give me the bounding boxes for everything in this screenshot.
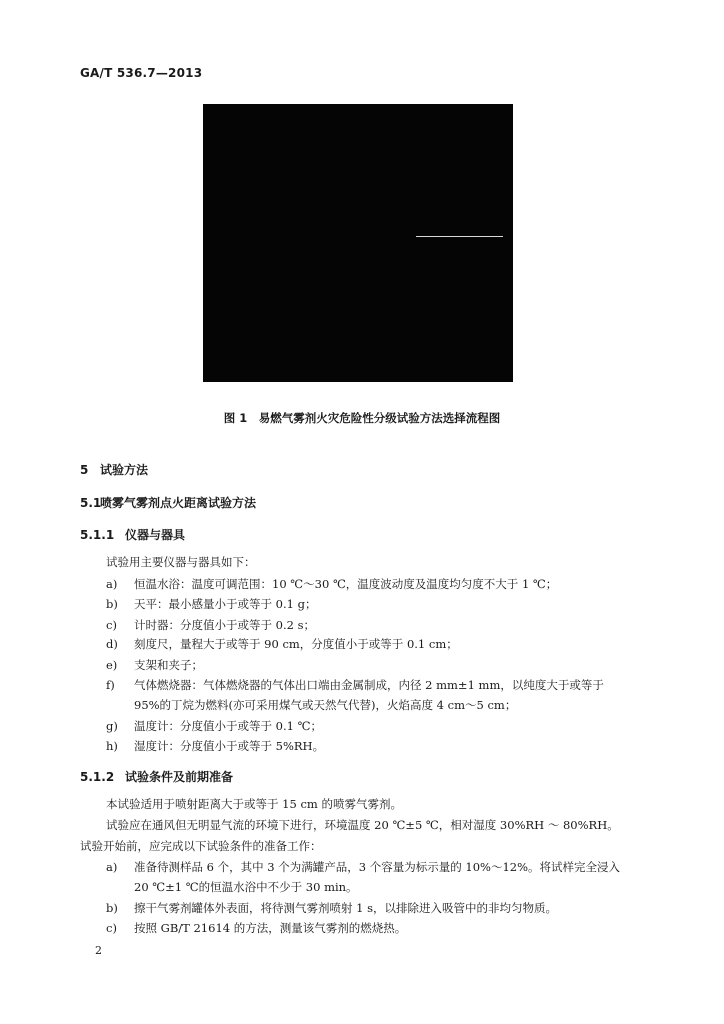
intro-paragraph: 试验用主要仪器与器具如下： (106, 555, 256, 569)
list-item: b) 擦干气雾剂罐体外表面，将待测气雾剂喷射 1 s，以排除进入吸管中的非均匀物质。 (106, 901, 558, 915)
list-item-continuation: 95%的丁烷为燃料(亦可采用煤气或天然气代替)，火焰高度 4 cm～5 cm； (134, 698, 517, 712)
list-item-continuation: 20 ℃±1 ℃的恒温水浴中不少于 30 min。 (134, 880, 358, 894)
list-item: b) 天平：最小感量小于或等于 0.1 g； (106, 597, 317, 611)
section-number: 5 (80, 463, 89, 477)
list-item: c) 计时器：分度值小于或等于 0.2 s； (106, 618, 315, 632)
section-title: 试验条件及前期准备 (125, 770, 234, 784)
section-5-1-2-heading (80, 768, 233, 785)
section-title: 喷雾气雾剂点火距离试验方法 (100, 496, 257, 510)
section-title: 仪器与器具 (125, 528, 186, 542)
section-title: 试验方法 (100, 463, 149, 477)
page-number: 2 (95, 944, 102, 957)
flowchart-figure (203, 104, 513, 382)
list-item: g) 温度计：分度值小于或等于 0.1 ℃； (106, 719, 322, 733)
section-number: 5.1.1 (80, 528, 115, 542)
figure-caption: 图 1 易燃气雾剂火灾危险性分级试验方法选择流程图 (223, 411, 501, 425)
list-item: c) 按照 GB/T 21614 的方法，测量该气雾剂的燃烧热。 (106, 921, 407, 935)
section-number: 5.1 (80, 496, 102, 510)
section-number: 5.1.2 (80, 770, 115, 784)
list-item: a) 恒温水浴：温度可调范围：10 ℃～30 ℃，温度波动度及温度均匀度不大于 1 ℃； (106, 577, 558, 591)
figure-line (416, 236, 503, 237)
list-item: h) 湿度计：分度值小于或等于 5%RH。 (106, 739, 325, 753)
paragraph-continuation: 试验开始前，应完成以下试验条件的准备工作： (80, 839, 322, 853)
section-5-1-1-heading (80, 526, 185, 543)
paragraph: 试验应在通风但无明显气流的环境下进行，环境温度 20 ℃±5 ℃，相对湿度 30%RH ～ 80%RH。 (106, 818, 619, 832)
section-5-heading (80, 461, 148, 478)
paragraph: 本试验适用于喷射距离大于或等于 15 cm 的喷雾气雾剂。 (106, 797, 402, 811)
list-item: a) 准备待测样品 6 个，其中 3 个为满罐产品，3 个容量为标示量的 10%～12%。将试样完全浸入 (106, 860, 620, 874)
section-5-1-heading (80, 494, 256, 511)
list-item: e) 支架和夹子； (106, 658, 203, 672)
list-item: d) 刻度尺，量程大于或等于 90 cm，分度值小于或等于 0.1 cm； (106, 637, 458, 651)
list-item: f) 气体燃烧器：气体燃烧器的气体出口端由金属制成，内径 2 mm±1 mm，以纯度大于或等于 (106, 678, 604, 692)
standard-code: GA/T 536.7—2013 (80, 66, 203, 80)
